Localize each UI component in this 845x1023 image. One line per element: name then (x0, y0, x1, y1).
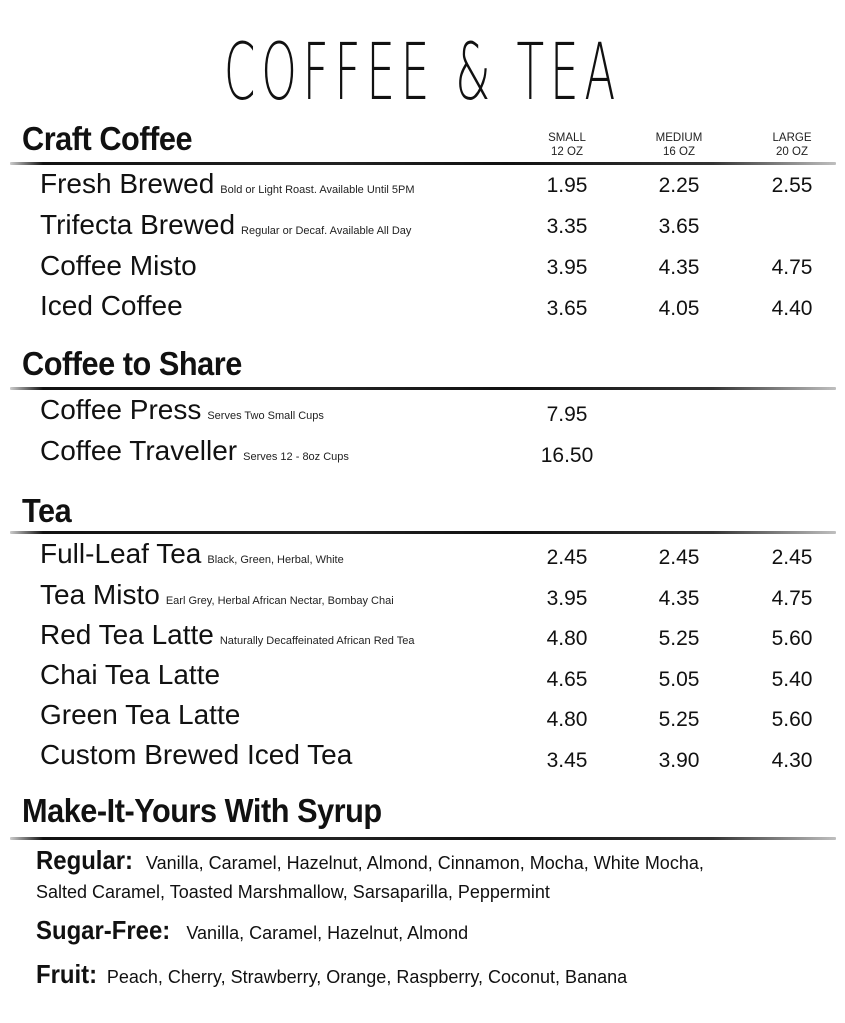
menu-item-green-tea-latte (40, 699, 240, 731)
price-large: 2.55 (771, 174, 813, 197)
menu-item-custom-brewed-iced-tea (40, 739, 352, 771)
price-medium: 4.35 (658, 587, 700, 610)
price-large: 5.40 (771, 668, 813, 691)
item-desc: Naturally Decaffeinated African Red Tea (219, 635, 415, 647)
size-oz: 16 OZ (663, 146, 695, 158)
size-header-large (752, 131, 832, 159)
syrup-group-sugar-free (36, 915, 468, 946)
price-medium: 2.25 (658, 174, 700, 197)
item-name: Trifecta Brewed (40, 209, 236, 240)
price-large: 4.75 (771, 587, 813, 610)
menu-item-coffee-traveller (40, 435, 349, 467)
price-small: 4.80 (546, 708, 588, 731)
size-name: SMALL (548, 132, 586, 144)
price-large: 4.40 (771, 297, 813, 320)
price-single: 16.50 (540, 444, 594, 467)
item-desc: Bold or Light Roast. Available Until 5PM (220, 184, 415, 196)
price-large: 5.60 (771, 708, 813, 731)
syrup-flavors: Vanilla, Caramel, Hazelnut, Almond, Cinnamon, Mocha, White Mocha, (145, 853, 704, 873)
item-desc: Serves 12 - 8oz Cups (243, 451, 349, 463)
price-small: 3.35 (546, 215, 588, 238)
price-small: 4.65 (546, 668, 588, 691)
syrup-label: Fruit: (36, 959, 98, 989)
price-large: 2.45 (771, 546, 813, 569)
item-name: Coffee Press (40, 394, 202, 425)
section-divider (10, 531, 836, 534)
price-small: 1.95 (546, 174, 588, 197)
size-oz: 20 OZ (776, 146, 808, 158)
item-desc: Black, Green, Herbal, White (207, 554, 344, 566)
item-desc: Earl Grey, Herbal African Nectar, Bombay Chai (165, 595, 394, 607)
syrup-label: Regular: (36, 845, 134, 875)
price-small: 3.95 (546, 587, 588, 610)
price-small: 4.80 (546, 627, 588, 650)
price-medium: 3.65 (658, 215, 700, 238)
item-name: Chai Tea Latte (40, 659, 221, 690)
size-name: MEDIUM (655, 132, 703, 144)
size-name: LARGE (772, 132, 812, 144)
item-desc: Regular or Decaf. Available All Day (241, 225, 412, 237)
syrup-label: Sugar-Free: (36, 915, 171, 945)
item-name: Coffee Traveller (40, 435, 238, 466)
menu-title: COFFEE & TEA (223, 28, 622, 118)
item-name: Iced Coffee (40, 290, 183, 321)
menu-item-red-tea-latte (40, 619, 415, 651)
section-divider (10, 837, 836, 840)
size-oz: 12 OZ (551, 146, 583, 158)
menu-item-iced-coffee (40, 290, 183, 322)
menu-item-coffee-misto (40, 250, 197, 282)
price-medium: 4.05 (658, 297, 700, 320)
price-medium: 4.35 (658, 256, 700, 279)
price-medium: 5.25 (658, 708, 700, 731)
item-name: Red Tea Latte (40, 619, 214, 650)
item-name: Custom Brewed Iced Tea (40, 739, 353, 770)
menu-item-trifecta-brewed (40, 209, 411, 241)
price-single: 7.95 (546, 403, 588, 426)
section-title-craft-coffee: Craft Coffee (22, 120, 193, 157)
menu-item-coffee-press (40, 394, 324, 426)
price-small: 3.65 (546, 297, 588, 320)
price-medium: 3.90 (658, 749, 700, 772)
section-divider (10, 162, 836, 165)
price-medium: 2.45 (658, 546, 700, 569)
price-large: 5.60 (771, 627, 813, 650)
syrup-flavors: Salted Caramel, Toasted Marshmallow, Sarsaparilla, Peppermint (36, 882, 550, 902)
section-title-tea: Tea (22, 492, 72, 529)
item-name: Full-Leaf Tea (40, 538, 202, 569)
menu-item-full-leaf-tea (40, 538, 344, 570)
syrup-flavors: Vanilla, Caramel, Hazelnut, Almond (186, 923, 469, 943)
price-small: 3.95 (546, 256, 588, 279)
price-small: 2.45 (546, 546, 588, 569)
syrup-flavors: Peach, Cherry, Strawberry, Orange, Raspberry, Coconut, Banana (106, 967, 628, 987)
menu-item-chai-tea-latte (40, 659, 220, 691)
syrup-group-fruit (36, 959, 627, 990)
section-divider (10, 387, 836, 390)
menu-item-fresh-brewed (40, 168, 415, 200)
size-header-medium (639, 131, 719, 159)
section-title-syrup: Make-It-Yours With Syrup (22, 792, 382, 829)
price-small: 3.45 (546, 749, 588, 772)
price-medium: 5.05 (658, 668, 700, 691)
item-name: Coffee Misto (40, 250, 197, 281)
price-large: 4.30 (771, 749, 813, 772)
size-header-small (527, 131, 607, 159)
item-name: Tea Misto (40, 579, 160, 610)
price-large: 4.75 (771, 256, 813, 279)
syrup-group-regular-cont (36, 882, 550, 903)
item-desc: Serves Two Small Cups (207, 410, 324, 422)
section-title-coffee-to-share: Coffee to Share (22, 345, 242, 382)
menu-item-tea-misto (40, 579, 394, 611)
price-medium: 5.25 (658, 627, 700, 650)
item-name: Fresh Brewed (40, 168, 215, 199)
syrup-group-regular (36, 845, 704, 876)
item-name: Green Tea Latte (40, 699, 241, 730)
